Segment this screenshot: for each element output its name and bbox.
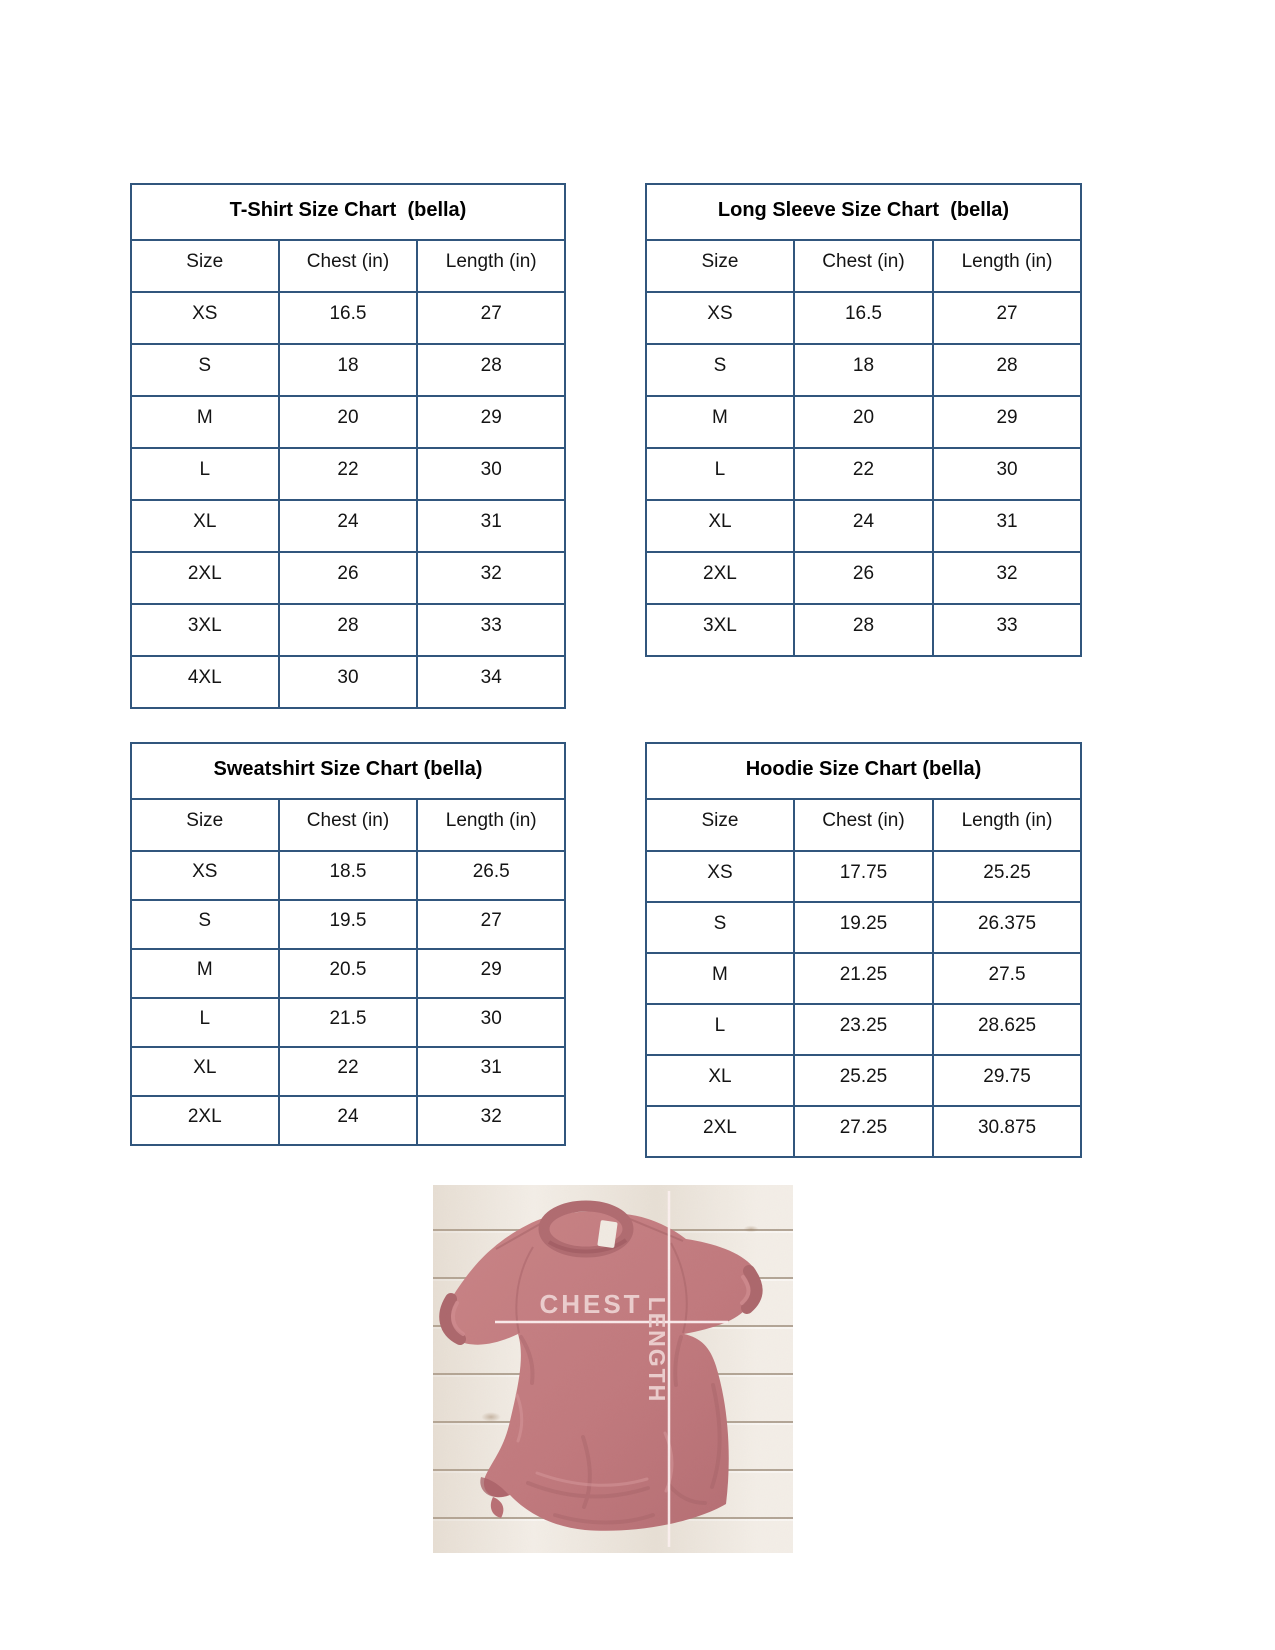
size-table-longsleeve [645,183,1082,657]
table-header-row [131,799,565,851]
size-cell: XS [646,292,794,344]
length-cell: 25.25 [933,851,1081,902]
chest-cell: 19.25 [794,902,933,953]
chest-cell: 24 [279,1096,418,1145]
length-cell: 26.5 [417,851,565,900]
chest-cell: 21.5 [279,998,418,1047]
size-cell: XL [131,1047,279,1096]
chest-cell: 19.5 [279,900,418,949]
size-cell: 3XL [131,604,279,656]
chest-cell: 22 [794,448,933,500]
table-row [131,448,565,500]
size-cell: M [646,396,794,448]
length-cell: 29.75 [933,1055,1081,1106]
length-cell: 33 [933,604,1081,656]
table-title-row [646,743,1081,799]
chest-cell: 26 [794,552,933,604]
table-header-row [131,240,565,292]
chest-cell: 27.25 [794,1106,933,1157]
length-cell: 30 [417,998,565,1047]
size-cell: XL [131,500,279,552]
table-row [646,902,1081,953]
size-cell: S [131,900,279,949]
table-row [131,604,565,656]
table-row [131,1047,565,1096]
length-cell: 31 [417,500,565,552]
size-cell: 2XL [646,1106,794,1157]
chest-cell: 16.5 [279,292,418,344]
table-row [646,1055,1081,1106]
table-header-row [646,799,1081,851]
chest-cell: 17.75 [794,851,933,902]
table-row [131,900,565,949]
size-cell: XS [131,292,279,344]
column-header: Length (in) [417,240,565,292]
table-row [131,292,565,344]
column-header: Chest (in) [794,799,933,851]
table-title: T-Shirt Size Chart (bella) [131,184,565,240]
length-cell: 28 [417,344,565,396]
chest-cell: 24 [279,500,418,552]
chest-cell: 28 [279,604,418,656]
size-cell: XL [646,1055,794,1106]
table-title-row [131,184,565,240]
length-cell: 32 [417,1096,565,1145]
size-guide-photo [433,1185,793,1553]
chest-cell: 28 [794,604,933,656]
table-title: Sweatshirt Size Chart (bella) [131,743,565,799]
chest-cell: 23.25 [794,1004,933,1055]
table-row [131,851,565,900]
table-row [131,500,565,552]
column-header: Size [131,799,279,851]
length-cell: 30 [417,448,565,500]
photo-grain-overlay [433,1185,793,1553]
table-row [131,656,565,708]
chest-cell: 24 [794,500,933,552]
table-row [646,292,1081,344]
length-cell: 27 [417,292,565,344]
size-cell: L [131,998,279,1047]
column-header: Length (in) [933,799,1081,851]
length-cell: 29 [417,396,565,448]
table-row [646,396,1081,448]
table-row [131,344,565,396]
column-header: Length (in) [417,799,565,851]
size-cell: 2XL [131,552,279,604]
chest-cell: 22 [279,1047,418,1096]
length-cell: 32 [417,552,565,604]
size-cell: XS [131,851,279,900]
chest-cell: 21.25 [794,953,933,1004]
size-cell: S [646,902,794,953]
size-cell: 3XL [646,604,794,656]
length-cell: 34 [417,656,565,708]
length-cell: 31 [417,1047,565,1096]
column-header: Size [646,240,794,292]
chest-cell: 16.5 [794,292,933,344]
size-table-sweatshirt [130,742,566,1146]
size-cell: 4XL [131,656,279,708]
size-cell: M [646,953,794,1004]
column-header: Length (in) [933,240,1081,292]
size-cell: M [131,396,279,448]
column-header: Chest (in) [794,240,933,292]
table-row [646,344,1081,396]
table-row [646,500,1081,552]
chest-cell: 26 [279,552,418,604]
table-title: Hoodie Size Chart (bella) [646,743,1081,799]
length-cell: 29 [417,949,565,998]
chest-cell: 20 [279,396,418,448]
table-row [646,1004,1081,1055]
table-row [131,1096,565,1145]
size-cell: 2XL [131,1096,279,1145]
length-cell: 26.375 [933,902,1081,953]
length-cell: 28 [933,344,1081,396]
chest-cell: 25.25 [794,1055,933,1106]
size-table-hoodie [645,742,1082,1158]
column-header: Chest (in) [279,799,418,851]
size-cell: S [646,344,794,396]
table-row [131,949,565,998]
length-cell: 30 [933,448,1081,500]
column-header: Chest (in) [279,240,418,292]
chest-cell: 18 [279,344,418,396]
size-cell: XS [646,851,794,902]
length-cell: 27.5 [933,953,1081,1004]
size-cell: M [131,949,279,998]
size-cell: L [131,448,279,500]
table-row [646,953,1081,1004]
chest-cell: 30 [279,656,418,708]
length-cell: 32 [933,552,1081,604]
chest-cell: 18.5 [279,851,418,900]
chest-cell: 18 [794,344,933,396]
table-row [646,851,1081,902]
size-cell: 2XL [646,552,794,604]
table-row [131,998,565,1047]
table-row [646,552,1081,604]
length-cell: 30.875 [933,1106,1081,1157]
size-cell: XL [646,500,794,552]
table-row [646,1106,1081,1157]
size-cell: L [646,448,794,500]
column-header: Size [131,240,279,292]
table-row [131,396,565,448]
length-cell: 27 [933,292,1081,344]
table-row [646,448,1081,500]
tshirt-measure-graphic [433,1185,793,1553]
table-row [131,552,565,604]
table-title-row [646,184,1081,240]
table-title: Long Sleeve Size Chart (bella) [646,184,1081,240]
column-header: Size [646,799,794,851]
table-header-row [646,240,1081,292]
length-cell: 27 [417,900,565,949]
size-cell: L [646,1004,794,1055]
length-cell: 33 [417,604,565,656]
chest-cell: 20.5 [279,949,418,998]
chest-cell: 20 [794,396,933,448]
length-cell: 29 [933,396,1081,448]
table-title-row [131,743,565,799]
table-row [646,604,1081,656]
length-cell: 28.625 [933,1004,1081,1055]
size-table-tshirt [130,183,566,709]
length-cell: 31 [933,500,1081,552]
chest-cell: 22 [279,448,418,500]
size-cell: S [131,344,279,396]
